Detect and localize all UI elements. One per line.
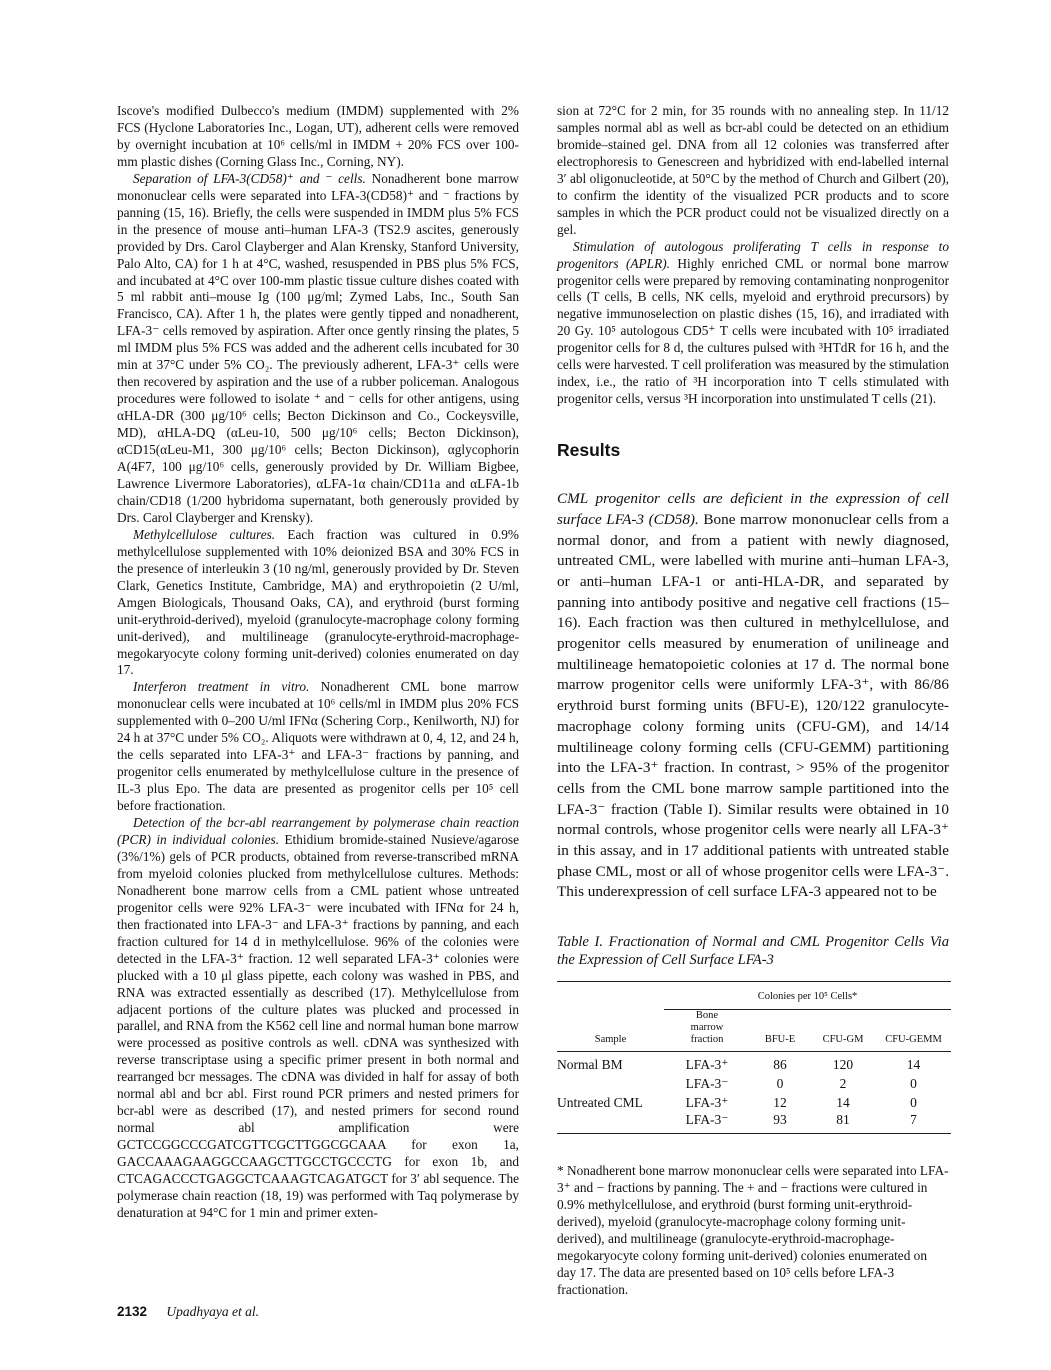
- data-table: [557, 981, 951, 1134]
- table-cell: [557, 1112, 664, 1134]
- table-row: [557, 1112, 951, 1134]
- running-authors: Upadhyaya et al.: [166, 1304, 260, 1319]
- paragraph-body: Nonadherent CML bone marrow mononuclear cells were incubated at 10⁶ cells/ml in IMDM plus 20% FCS supplemented with 0–200 U/ml IFNα (Schering Corp., Kenilworth, NJ) for 24 h at 37°C under 5% CO₂. Aliquots were withdrawn at 0, 4, 12, and 24 h, the cells separated into LFA-3⁺ and LFA-3⁻ fractions by panning, and progenitor cells enumerated by methylcellulose culture in the presence of IL-3 plus Epo. The data are presented as progenitor cells per 10⁵ cell before fractionation.: [117, 679, 519, 814]
- page-number: 2132: [117, 1304, 148, 1319]
- table-cell: 0: [910, 1094, 917, 1110]
- table-header-fraction: Bone marrow fraction: [664, 1010, 750, 1052]
- paragraph-body: Highly enriched CML or normal bone marrow progenitor cells were prepared by removing contaminating nonprogenitor cells (T cells, B cells, NK cells, myeloid and erythroid precursors) by negative immunoselection on plastic dishes (15, 16), and irradiated with 20 Gy. 10⁵ autologous CD5⁺ T cells were incubated with 10⁵ irradiated progenitor cells for 8 d, the cultures pulsed with ³HTdR for 16 h, and the cells were harvested. T cell proliferation was measured by the stimulation index, i.e., the ratio of ³H incorporation into T cells stimulated with progenitor cells, versus ³H incorporation into unstimulated T cells (21).: [557, 255, 950, 407]
- table-header-cfugm: CFU-GM: [810, 1010, 876, 1052]
- table-cell: LFA-3⁻: [664, 1112, 750, 1134]
- table-header-cfugemm: CFU-GEMM: [876, 1010, 951, 1052]
- paragraph-body: Each fraction was cultured in 0.9% methylcellulose supplemented with 10% deionized BSA and 30% FCS in the presence of interleukin 3 (10 ng/ml, generously provided by Dr. Steven Clark, Genetics Institute, Cambridge, MA) and erythropoietin (2 U/ml, Amgen Biologicals, Thousand Oaks, CA), and erythroid (burst forming unit-erythroid-derived), myeloid (granulocyte-macrophage colony forming unit-derived), and multilineage (granulocyte-erythroid-macrophage-megokaryocyte colony forming unit-derived) colonies enumerated on day 17.: [117, 526, 519, 678]
- table-cell: 0: [776, 1075, 784, 1091]
- table-cell: 14: [836, 1094, 850, 1110]
- table-header-bfue: BFU-E: [750, 1010, 810, 1052]
- paragraph-heading: Separation of LFA-3(CD58)⁺ and ⁻ cells.: [133, 170, 366, 186]
- table-header-sample: Sample: [557, 1010, 664, 1052]
- page-footer: [117, 1304, 259, 1320]
- table-cell: 7: [876, 1112, 951, 1134]
- table-cell: LFA-3⁺: [685, 1094, 729, 1110]
- table-cell: Untreated CML: [557, 1094, 643, 1110]
- paragraph-heading: CML progenitor cells are deficient in the expression of cell surface LFA-3 (CD58).: [557, 490, 949, 528]
- paragraph: Iscove's modified Dulbecco's medium (IMDM) supplemented with 2% FCS (Hyclone Laboratories Inc., Logan, UT), adherent cells were removed by overnight incubation at 10⁶ cells/ml in IMDM + 20% FCS over 100-mm plastic dishes (Corning Glass Inc., Corning, NY).: [117, 103, 519, 169]
- paragraph-heading: Stimulation of autologous proliferating T cells in response to progenitors (APLR).: [557, 238, 949, 271]
- results-paragraph: [557, 489, 949, 903]
- table-cell: 0: [910, 1075, 917, 1091]
- table-cell: LFA-3⁻: [685, 1075, 729, 1091]
- table-cell: [557, 1074, 664, 1093]
- left-column: [117, 103, 519, 1222]
- table-cell: 86: [773, 1056, 787, 1072]
- table-row: [557, 1052, 951, 1074]
- paragraph-heading: Interferon treatment in vitro.: [133, 679, 310, 695]
- right-column: [557, 103, 949, 1298]
- paragraph: [557, 239, 949, 409]
- paragraph-heading: Methylcellulose cultures.: [133, 526, 276, 542]
- section-title: Results: [557, 440, 621, 461]
- table-cell: LFA-3⁺: [685, 1056, 729, 1072]
- table-cell: 14: [906, 1056, 921, 1072]
- paragraph: [117, 527, 519, 680]
- paragraph: [117, 171, 519, 527]
- table-group-header: Colonies per 10⁵ Cells*: [664, 982, 951, 1010]
- table-caption: Table I. Fractionation of Normal and CML Progenitor Cells Via the Expression of Cell Surface LFA-3: [557, 934, 949, 969]
- table-cell: 93: [750, 1112, 810, 1134]
- table-row: [557, 1074, 951, 1093]
- table-cell: 2: [839, 1075, 847, 1091]
- table-cell: 12: [773, 1094, 787, 1110]
- paragraph: sion at 72°C for 2 min, for 35 rounds with no annealing step. In 11/12 samples normal abl as well as bcr-abl could be detected on an ethidium bromide–stained gel. DNA from all 12 colonies was transferred after electrophoresis to Genescreen and hybridized with end-labelled internal 3′ abl oligonucleotide, at 50°C by the method of Church and Gilbert (20), to confirm the identity of the visualized PCR products and to score samples in which the PCR product could not be visualized directly on a gel.: [557, 103, 949, 237]
- paragraph-body: Ethidium bromide-stained Nusieve/agarose (3%/1%) gels of PCR products, obtained from reverse-transcribed mRNA from myeloid colonies plucked from methylcellulose cultures. Methods: Nonadherent bone marrow cells from a CML patient whose untreated progenitor cells were 92% LFA-3⁻ were incubated with IFNα for 24 h, then fractionated into LFA-3⁻ and LFA-3⁺ fractions by panning, and each fraction cultured for 14 d in methylcellulose. 96% of the colonies were detected in the LFA-3⁺ fraction. 12 well separated LFA-3⁺ colonies were plucked with a 10 μl glass pipette, each colony was washed in PBS, and RNA was extracted essentially as described (17). Methylcellulose from adjacent portions of the culture plates was plucked and processed in parallel, and RNA from the K562 cell line and normal human bone marrow were processed as positive controls as well. cDNA was synthesized with reverse transcriptase using a specific primer present in both normal and rearranged bcr messages. The cDNA was divided in half for assay of both normal abl and bcr abl. First round PCR primers and nested primers for bcr-abl were as described (17), and nested primers for second round normal abl amplification were GCTCCGGCCCGATCGTTCGCTTGGCGCAAA for exon 1a, GACCAAAGAAGGCCAAGCTTGCCTGCCCTG for exon 1b, and CTCAGACCCTGAGGCTCAAAGTCAGATGCT for 3′ abl sequence. The polymerase chain reaction (18, 19) was performed with Taq polymerase by denaturation at 94°C for 1 min and primer exten-: [117, 831, 519, 1220]
- paragraph-heading: Detection of the bcr-abl rearrangement by polymerase chain reaction (PCR) in individual colonies.: [117, 815, 519, 847]
- paragraph-body: Bone marrow mononuclear cells from a normal donor, and from a patient with newly diagnosed, untreated CML, were labelled with murine anti–human LFA-3, or anti–human LFA-1 or anti-HLA-DR, and separated by panning into antibody positive and negative cell fractions (15–16). Each fraction was then cultured in methylcellulose, and progenitor cells measured by enumeration of unilineage and multilineage hematopoietic colonies at 17 d. The normal bone marrow progenitor cells were uniformly LFA-3⁺, with 86/86 erythroid burst forming units (BFU-E), 120/122 granulocyte-macrophage colony forming units (CFU-GM), and 14/14 multilineage colony forming cells (CFU-GEMM) partitioning into the LFA-3⁺ fraction. In contrast, > 95% of the progenitor cells from the CML bone marrow sample partitioned into the LFA-3⁻ fraction (Table I). Similar results were obtained in 10 normal controls, whose progenitor cells were nearly all LFA-3⁺ in this assay, and in 17 additional patients with untreated stable phase CML, most or all of whose progenitor cells were LFA-3⁻. This underexpression of cell surface LFA-3 appeared not to be: [557, 510, 949, 901]
- table-footnote: * Nonadherent bone marrow mononuclear cells were separated into LFA-3⁺ and − fractions by panning. The + and − fractions were cultured in 0.9% methylcellulose, and erythroid (burst forming unit-erythroid-derived), myeloid (granulocyte-macrophage colony forming unit-derived), and multilineage (granulocyte-erythroid-macrophage-megokaryocyte colony forming unit-derived) colonies enumerated on day 17. The data are presented based on 10⁵ cells before LFA-3 fractionation.: [557, 1163, 949, 1298]
- paragraph: [117, 679, 519, 815]
- table-row: [557, 1093, 951, 1112]
- table-cell: Normal BM: [557, 1056, 623, 1072]
- table-cell: 120: [832, 1056, 854, 1072]
- table-cell: 81: [810, 1112, 876, 1134]
- paragraph: [117, 815, 519, 1222]
- paragraph-body: Nonadherent bone marrow mononuclear cells were separated into LFA-3(CD58)⁺ and ⁻ fractions by panning (15, 16). Briefly, the cells were suspended in IMDM plus 5% FCS in the presence of mouse anti–human LFA-3 (TS2.9 ascites, generously provided by Drs. Carol Clayberger and Alan Krensky, Stanford University, Palo Alto, CA) for 1 h at 4°C, washed, resuspended in PBS plus 5% FCS, and incubated at 4°C over 100-mm plastic tissue culture dishes coated with 5 ml rabbit anti–mouse Ig (100 μg/ml; Zymed Labs, Inc., South San Francisco, CA). After 1 h, the plates were gently tipped and nonadherent, LFA-3⁻ cells removed by aspiration. After once gently rinsing the plates, 5 ml IMDM plus 5% FCS was added and the adherent cells incubated for 30 min at 37°C under 5% CO₂. The previously adherent, LFA-3⁺ cells were then recovered by aspiration and the use of a rubber policeman. Analogous procedures were followed to isolate ⁺ and ⁻ cells for other antigens, using αHLA-DR (300 μg/10⁶ cells; Becton Dickinson and Co., Cockeysville, MD), αHLA-DQ (αLeu-10, 500 μg/10⁶ cells; Becton Dickinson), αCD15(αLeu-M1, 300 μg/10⁶ cells; Becton Dickinson), αglycophorin A(4F7, 100 μg/10⁶ cells, generously provided by Dr. William Bigbee, Lawrence Livermore Laboratories), αLFA-1α chain/CD11a and αLFA-1b chain/CD18 (1/200 hybridoma supernatant, both generously provided by Drs. Carol Clayberger and Krensky).: [117, 170, 519, 525]
